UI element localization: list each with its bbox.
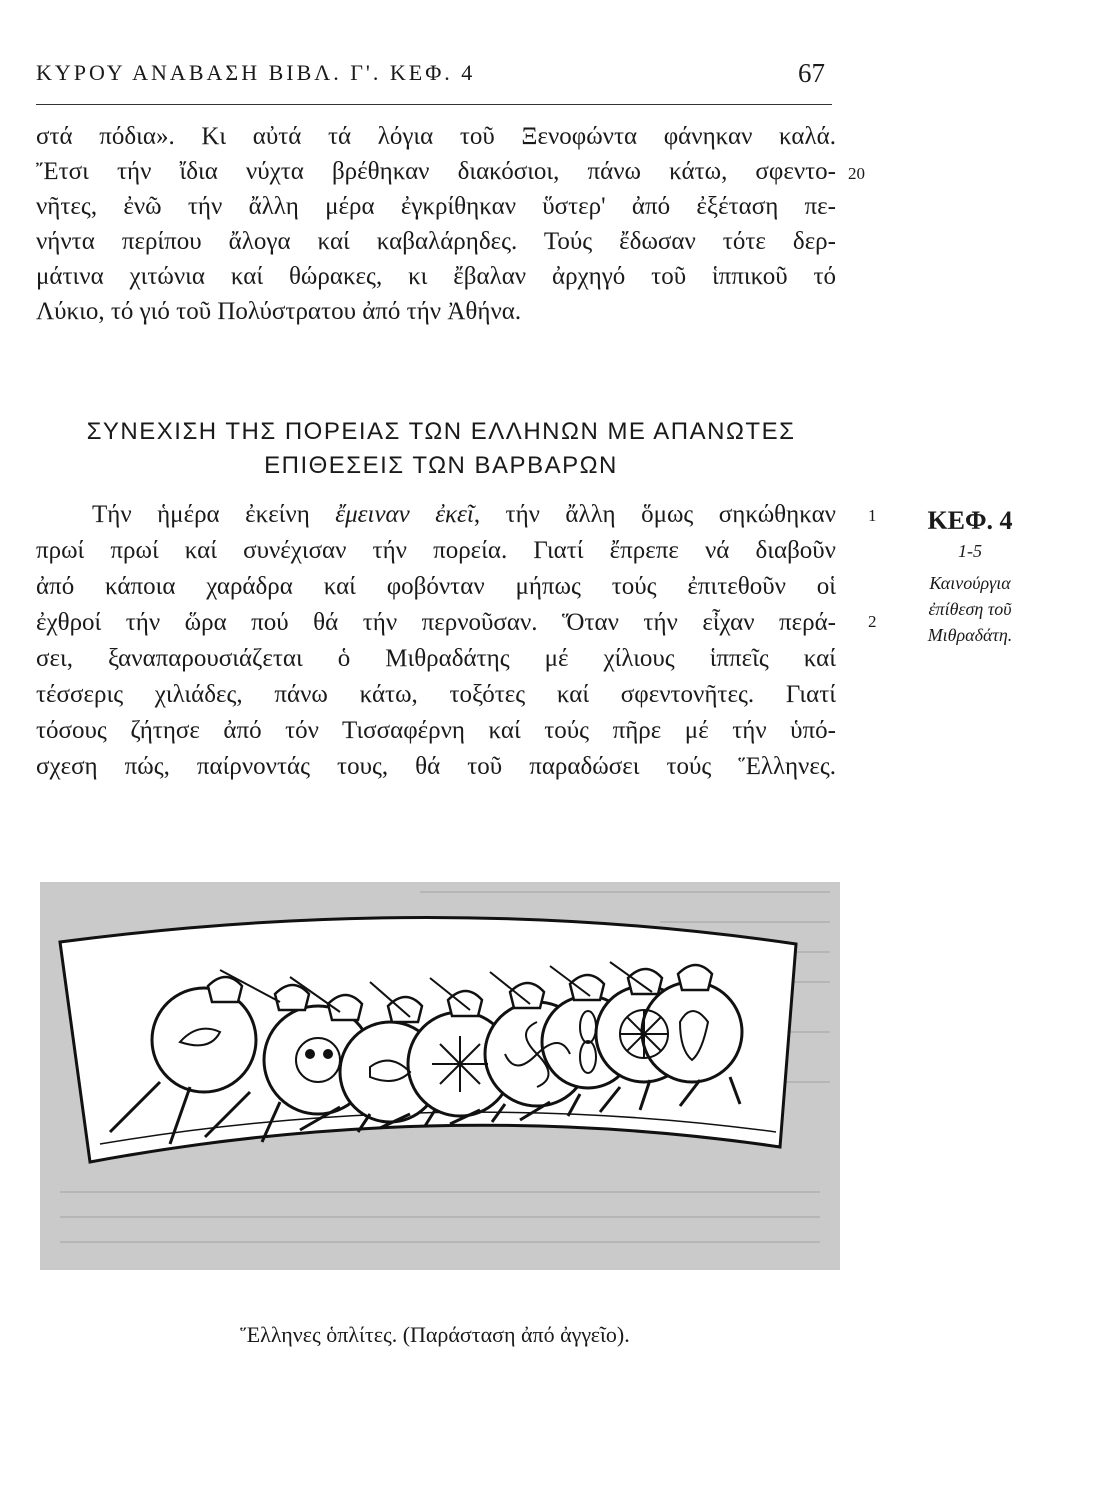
text-line: τόσους ζήτησε ἀπό τόν Τισσαφέρνη καί τούς πῆρε μέ τήν ὑπό- bbox=[36, 717, 836, 744]
text-line: πρωί πρωί καί συνέχισαν τήν πορεία. Γιατί ἔπρεπε νά διαβοῦν bbox=[36, 537, 836, 564]
helmet bbox=[570, 975, 604, 1000]
side-note-line: ἐπίθεση τοῦ bbox=[928, 599, 1012, 619]
helmet bbox=[678, 965, 712, 990]
helmet bbox=[208, 977, 242, 1002]
text-run: Τήν ἡμέρα ἐκείνη bbox=[92, 501, 336, 528]
figure-caption: Ἕλληνες ὁπλίτες. (Παράσταση ἀπό ἀγγεῖο). bbox=[240, 1322, 630, 1347]
hoplites-vase-figure bbox=[40, 882, 840, 1270]
text-line: Λύκιο, τό γιό τοῦ Πολύστρατου ἀπό τήν Ἀθήνα. bbox=[36, 298, 522, 325]
text-line: μάτινα χιτώνια καί θώρακες, κι ἔβαλαν ἀρχηγό τοῦ ἱππικοῦ τό bbox=[36, 263, 836, 290]
text-line-first bbox=[92, 500, 836, 530]
margin-line-number: 2 bbox=[868, 612, 877, 631]
shield-face bbox=[642, 982, 742, 1082]
section-heading-line-1: ΣΥΝΕΧΙΣΗ ΤΗΣ ΠΟΡΕΙΑΣ ΤΩΝ ΕΛΛΗΝΩΝ ΜΕ ΑΠΑΝΩΤΕΣ bbox=[86, 418, 796, 445]
margin-line-number: 20 bbox=[848, 164, 865, 183]
helmet bbox=[388, 997, 422, 1022]
text-line: τέσσερις χιλιάδες, πάνω κάτω, τοξότες καί σφεντονῆτες. Γιατί bbox=[36, 681, 836, 708]
text-line: Ἔτσι τήν ἴδια νύχτα βρέθηκαν διακόσιοι, πάνω κάτω, σφεντο- bbox=[36, 158, 836, 185]
section-heading-line-2: ΕΠΙΘΕΣΕΙΣ ΤΩΝ ΒΑΡΒΑΡΩΝ bbox=[264, 452, 618, 479]
text-line: νήντα περίπου ἄλογα καί καβαλάρηδες. Τούς ἔδωσαν τότε δερ- bbox=[36, 228, 836, 255]
side-chapter-label: ΚΕΦ. 4 bbox=[927, 506, 1013, 535]
side-range: 1-5 bbox=[958, 541, 982, 561]
text-line: στά πόδια». Κι αὐτά τά λόγια τοῦ Ξενοφώντα φάνηκαν καλά. bbox=[36, 123, 836, 150]
helmet bbox=[275, 985, 309, 1010]
side-note-line: Μιθραδάτη. bbox=[927, 625, 1013, 645]
helmet bbox=[448, 991, 482, 1016]
text-line: σχεση πώς, παίρνοντάς τους, θά τοῦ παραδώσει τούς Ἕλληνες. bbox=[36, 753, 836, 780]
text-line: ἀπό κάποια χαράδρα καί φοβόνταν μήπως τούς ἐπιτεθοῦν οἱ bbox=[36, 573, 836, 600]
text-line: σει, ξαναπαρουσιάζεται ὁ Μιθραδάτης μέ χίλιους ἱππεῖς καί bbox=[36, 645, 836, 672]
wheel-emblem bbox=[620, 1010, 668, 1058]
italic-phrase: ἔμειναν ἐκεῖ bbox=[335, 501, 474, 528]
star-emblem bbox=[432, 1036, 488, 1092]
margin-line-number: 1 bbox=[868, 506, 877, 525]
page-number: 67 bbox=[798, 58, 825, 88]
shield-bird bbox=[152, 988, 256, 1092]
header-rule bbox=[36, 104, 832, 105]
helmet bbox=[510, 983, 544, 1008]
helmet bbox=[628, 969, 662, 994]
running-header-title: ΚΥΡΟΥ ΑΝΑΒΑΣΗ ΒΙΒΛ. Γ'. ΚΕΦ. 4 bbox=[36, 60, 476, 85]
text-line: νῆτες, ἐνῶ τήν ἄλλη μέρα ἐγκρίθηκαν ὕστερ' ἀπό ἐξέταση πε- bbox=[36, 193, 836, 220]
side-note-line: Καινούργια bbox=[929, 573, 1011, 593]
text-run: , τήν ἄλλη ὅμως σηκώθηκαν bbox=[473, 501, 836, 528]
text-line: ἐχθροί τήν ὥρα πού θά τήν περνοῦσαν. Ὅταν τήν εἶχαν περά- bbox=[36, 609, 836, 636]
